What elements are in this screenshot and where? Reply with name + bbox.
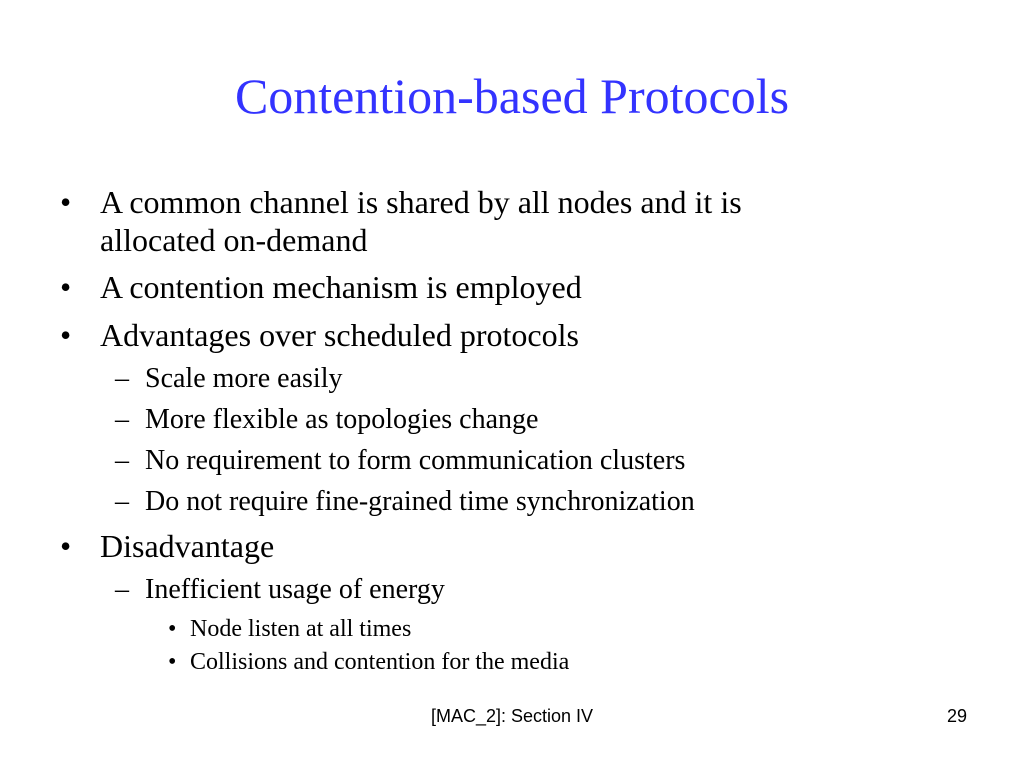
bullet-marker: • (168, 649, 177, 675)
sub-bullet-item (115, 403, 539, 437)
bullet-text: A contention mechanism is employed (100, 269, 582, 305)
bullet-text-line-2: allocated on-demand (100, 222, 368, 258)
bullet-text: Disadvantage (100, 528, 275, 564)
sub-sub-bullet-text: Collisions and contention for the media (190, 649, 570, 675)
sub-bullet-item (115, 485, 695, 519)
bullet-item (60, 527, 275, 565)
bullet-item (60, 316, 579, 354)
dash-marker: – (115, 574, 129, 605)
sub-sub-bullet-text: Node listen at all times (190, 616, 412, 642)
sub-bullet-text: No requirement to form communication clusters (145, 445, 686, 476)
dash-marker: – (115, 445, 129, 476)
sub-bullet-text: Do not require fine-grained time synchronization (145, 486, 695, 517)
bullet-item (60, 183, 742, 259)
bullet-marker: • (168, 616, 177, 642)
page-number: 29 (946, 706, 967, 726)
sub-bullet-text: Inefficient usage of energy (145, 574, 445, 605)
bullet-item (60, 268, 582, 306)
sub-sub-bullet-item (168, 614, 412, 644)
dash-marker: – (115, 486, 129, 517)
dash-marker: – (115, 404, 129, 435)
bullet-marker: • (60, 184, 72, 220)
bullet-text: Advantages over scheduled protocols (100, 317, 579, 353)
bullet-text-line-1: A common channel is shared by all nodes and it is (100, 184, 742, 220)
sub-bullet-text: More flexible as topologies change (145, 404, 539, 435)
bullet-marker: • (60, 269, 72, 305)
dash-marker: – (115, 363, 129, 394)
bullet-marker: • (60, 528, 72, 564)
sub-bullet-text: Scale more easily (145, 363, 343, 394)
sub-bullet-item (115, 362, 343, 396)
sub-sub-bullet-item (168, 647, 570, 677)
bullet-marker: • (60, 317, 72, 353)
slide-title: Contention-based Protocols (234, 68, 790, 124)
footer-section-label: [MAC_2]: Section IV (430, 706, 594, 726)
sub-bullet-item (115, 444, 686, 478)
sub-bullet-item (115, 573, 445, 607)
